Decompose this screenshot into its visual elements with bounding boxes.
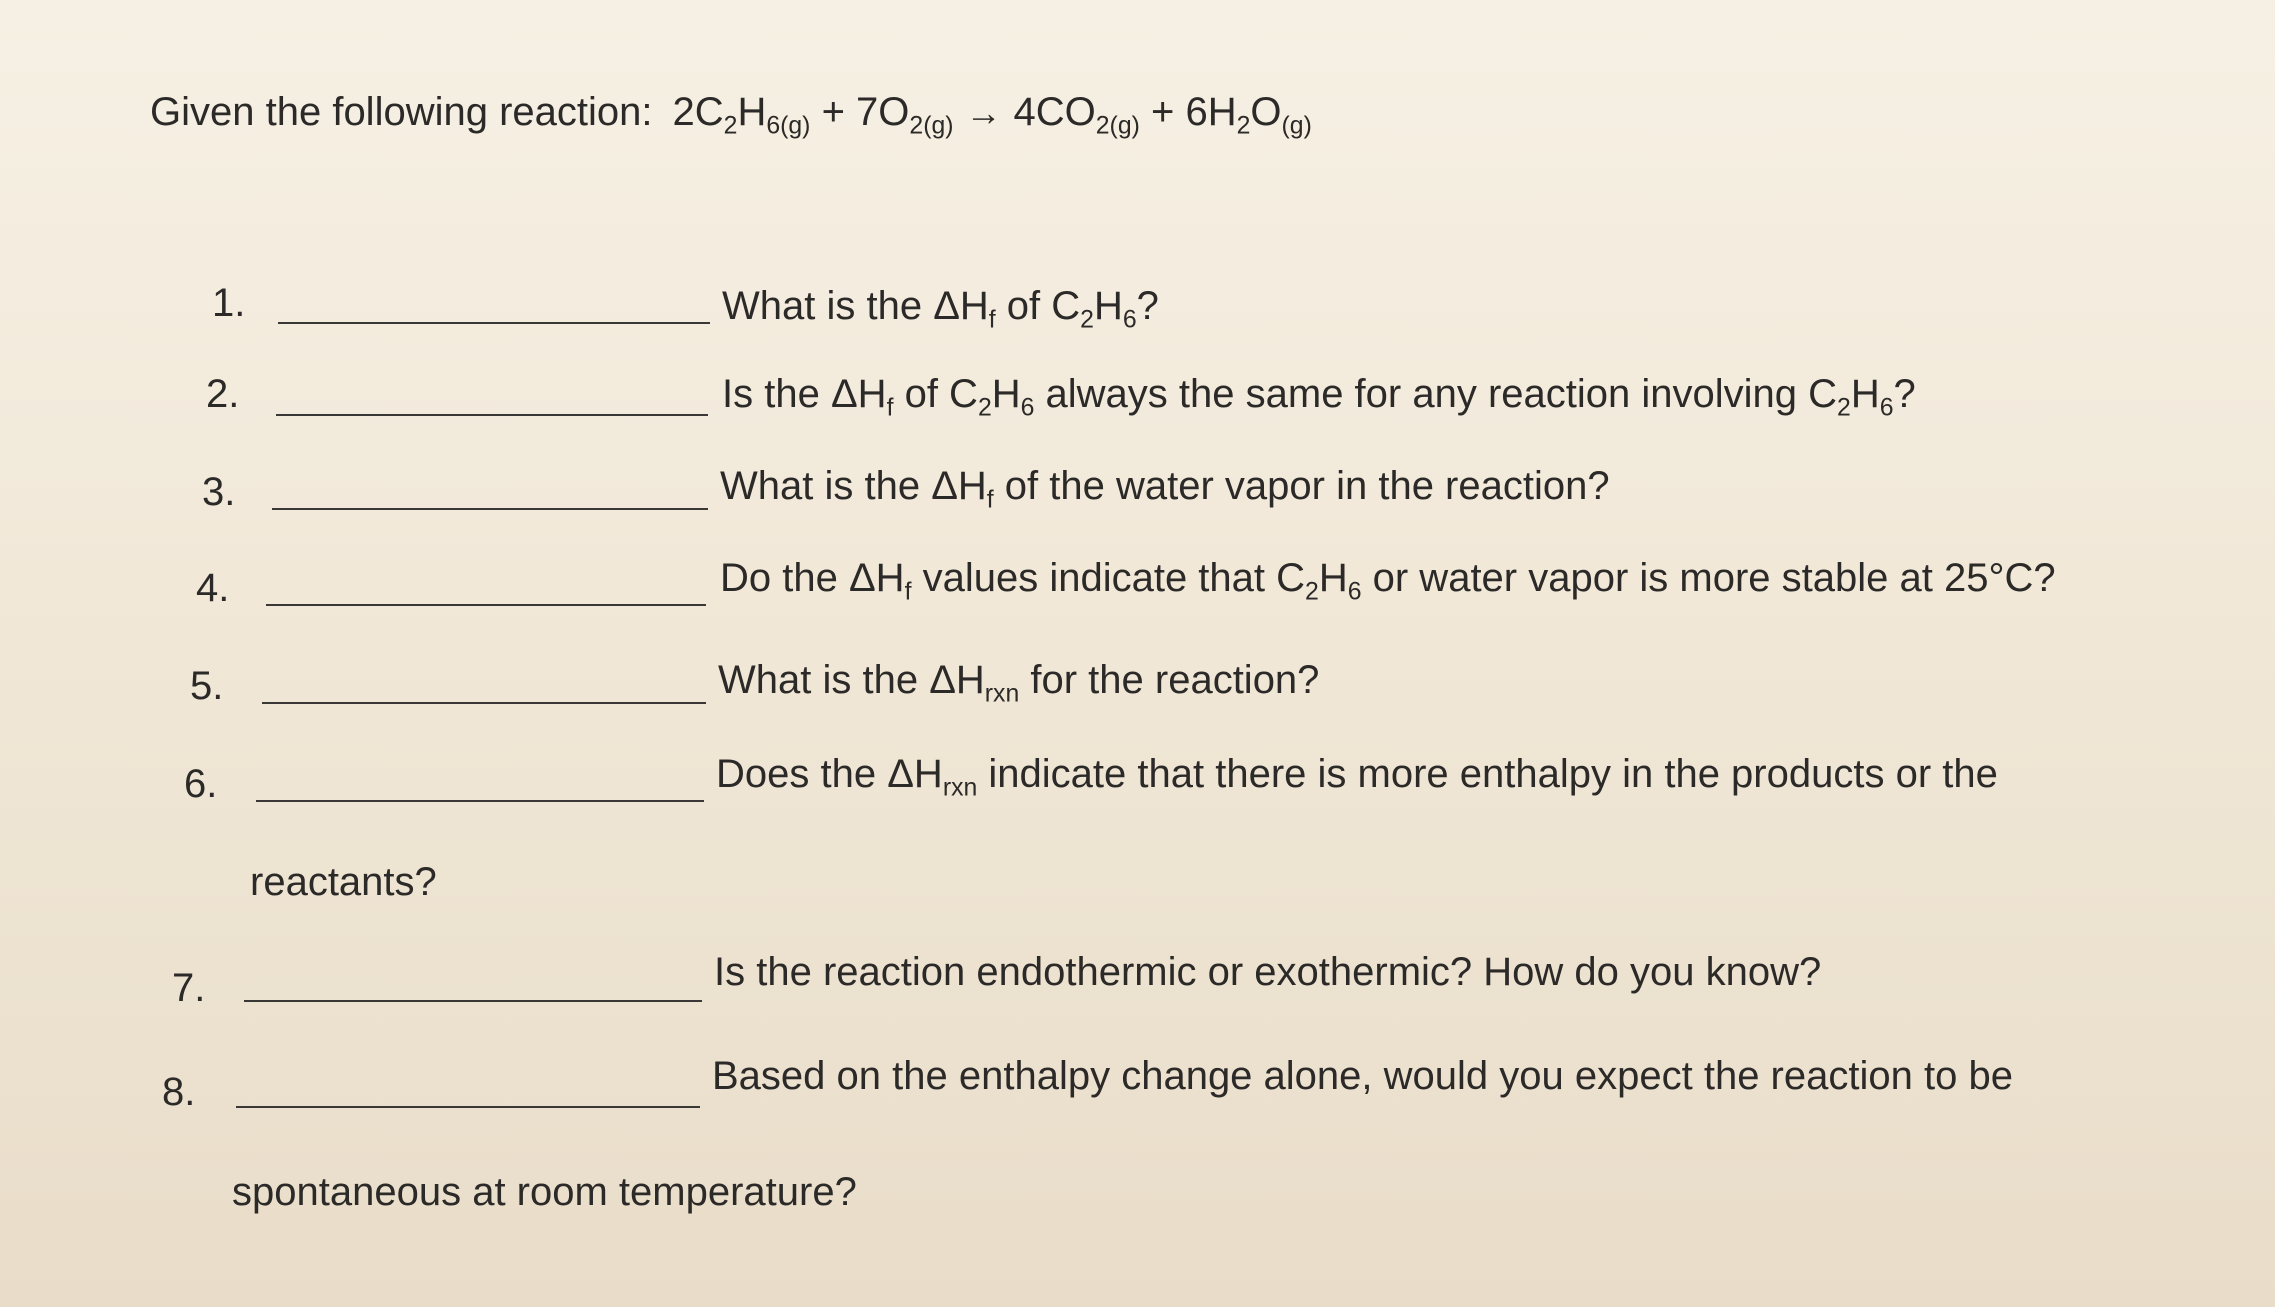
question-1-text: What is the $\Delta H_f$ of $C_2H_6$?	[722, 284, 1159, 334]
question-6-text: Does the $\Delta H_{rxn}$ indicate that there is more enthalpy in the products or the	[716, 752, 1998, 802]
question-4-text: Do the $\Delta H_f$ values indicate that $C_2H_6$ or water vapor is more stable at 25°C?	[720, 556, 2056, 606]
answer-blank-7[interactable]	[244, 1000, 702, 1002]
question-7-text: Is the reaction endothermic or exothermic? How do you know?	[714, 950, 1822, 994]
answer-blank-3[interactable]	[272, 508, 708, 510]
question-8-text: Based on the enthalpy change alone, would you expect the reaction to be	[712, 1054, 2013, 1098]
question-5-text: What is the $\Delta H_{rxn}$ for the reaction?	[718, 658, 1320, 708]
question-number: 7.	[172, 966, 206, 1010]
answer-blank-5[interactable]	[262, 702, 706, 704]
question-number: 4.	[196, 566, 230, 610]
question-number: 6.	[184, 762, 218, 806]
answer-blank-8[interactable]	[236, 1106, 700, 1108]
question-number: 2.	[206, 372, 240, 416]
question-6-continuation: reactants?	[250, 860, 437, 904]
question-2-text: Is the $\Delta H_f$ of $C_2H_6$ always the same for any reaction involving $C_2H_6$?	[722, 372, 1916, 422]
question-8-continuation: spontaneous at room temperature?	[232, 1170, 857, 1214]
answer-blank-6[interactable]	[256, 800, 704, 802]
answer-blank-2[interactable]	[276, 414, 708, 416]
answer-blank-4[interactable]	[266, 604, 706, 606]
reaction-intro	[150, 90, 1312, 140]
reaction-arrow: →	[965, 92, 1002, 133]
answer-blank-1[interactable]	[278, 322, 710, 324]
question-number: 8.	[162, 1070, 196, 1114]
question-number: 1.	[212, 281, 246, 325]
question-number: 3.	[202, 470, 236, 514]
question-3-text: What is the $\Delta H_f$ of the water vapor in the reaction?	[720, 464, 1610, 514]
intro-label: Given the following reaction:	[150, 90, 653, 134]
question-number: 5.	[190, 664, 224, 708]
reaction-equation: $2C_2H_{6(g)} + 7O_{2(g)} \to 4CO_{2(g)} + 6H_2O_{(g)}$	[672, 90, 1312, 140]
